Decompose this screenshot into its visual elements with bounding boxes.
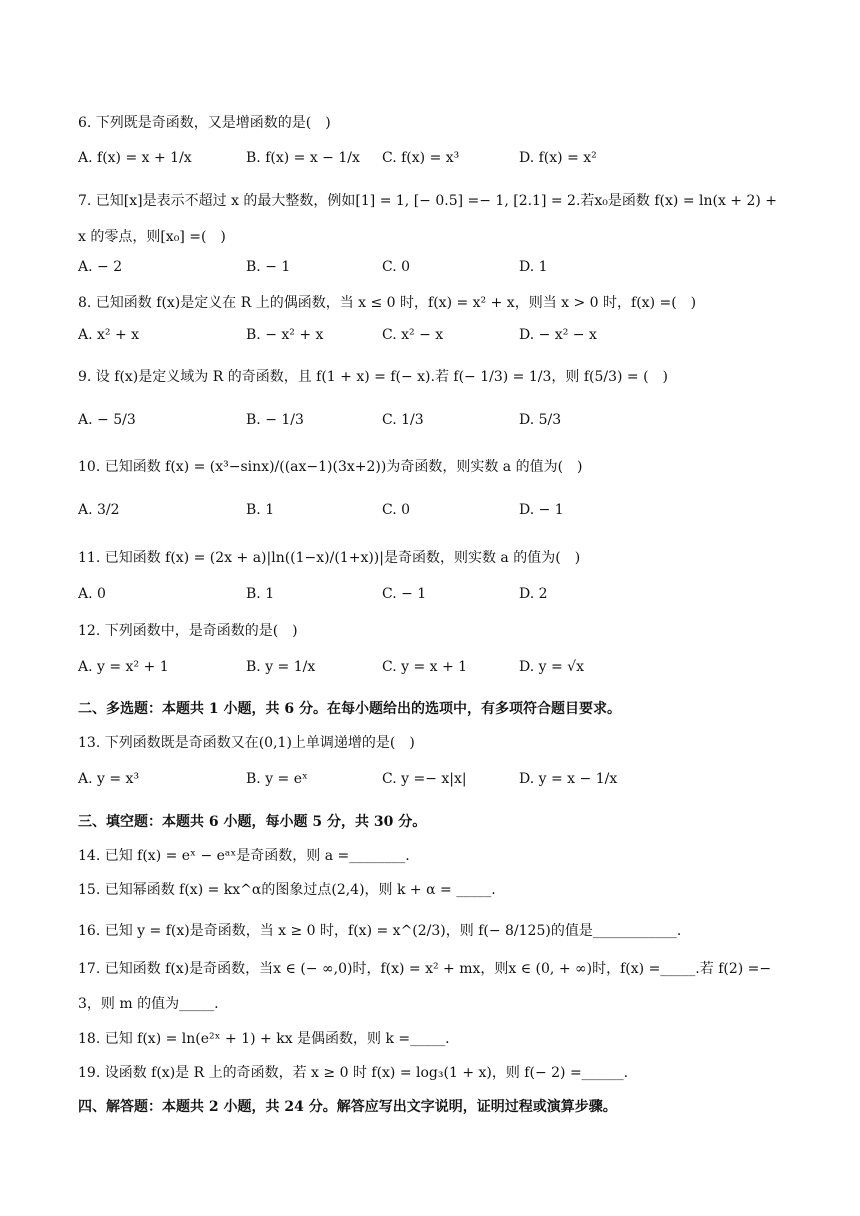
question-12-stem: 12. 下列函数中，是奇函数的是( ) [78,623,298,639]
question-8-option-c: C. x² − x [382,327,444,343]
question-8-stem: 8. 已知函数 f(x)是定义在 R 上的偶函数，当 x ≤ 0 时，f(x) = x² + x，则当 x > 0 时，f(x) =( ) [78,295,697,311]
question-6-option-b: B. f(x) = x − 1/x [246,150,360,166]
question-17-line1: 17. 已知函数 f(x)是奇函数，当x ∈ (− ∞,0)时，f(x) = x² + mx，则x ∈ (0, + ∞)时，f(x) =_____.若 f(2) =− [78,961,772,977]
question-6-stem: 6. 下列既是奇函数，又是增函数的是( ) [78,115,331,131]
question-7-option-d: D. 1 [519,259,548,275]
question-10-option-d: D. − 1 [519,502,564,518]
section-3-heading: 三、填空题：本题共 6 小题，每小题 5 分，共 30 分。 [78,814,427,830]
question-9-stem: 9. 设 f(x)是定义域为 R 的奇函数，且 f(1 + x) = f(− x).若 f(− 1/3) = 1/3，则 f(5/3) = ( ) [78,369,669,385]
question-11-stem: 11. 已知函数 f(x) = (2x + a)|ln((1−x)/(1+x))|是奇函数，则实数 a 的值为( ) [78,550,581,566]
question-7-stem-line1: 7. 已知[x]是表示不超过 x 的最大整数，例如[1] = 1, [− 0.5] =− 1, [2.1] = 2.若x₀是函数 f(x) = ln(x + 2) + [78,193,778,209]
question-13-option-c: C. y =− x|x| [382,771,467,787]
question-15: 15. 已知幂函数 f(x) = kx^α的图象过点(2,4)，则 k + α = _____. [78,882,496,898]
question-17-line2: 3，则 m 的值为_____. [78,996,219,1012]
question-11-option-d: D. 2 [519,586,548,602]
question-12-option-d: D. y = √x [519,659,584,675]
question-9-option-c: C. 1/3 [382,412,424,428]
section-4-heading: 四、解答题：本题共 2 小题，共 24 分。解答应写出文字说明，证明过程或演算步骤。 [78,1099,617,1115]
question-10-option-a: A. 3/2 [78,502,120,518]
question-13-option-b: B. y = eˣ [246,771,308,787]
question-11-option-c: C. − 1 [382,586,427,602]
question-6-option-c: C. f(x) = x³ [382,150,460,166]
question-14: 14. 已知 f(x) = eˣ − eᵃˣ是奇函数，则 a =________. [78,848,410,864]
question-8-option-d: D. − x² − x [519,327,597,343]
question-12-option-c: C. y = x + 1 [382,659,468,675]
question-6-option-a: A. f(x) = x + 1/x [78,150,192,166]
question-13-option-d: D. y = x − 1/x [519,771,618,787]
question-7-option-b: B. − 1 [246,259,291,275]
question-19: 19. 设函数 f(x)是 R 上的奇函数，若 x ≥ 0 时 f(x) = log₃(1 + x)，则 f(− 2) =______. [78,1065,629,1081]
question-12-option-a: A. y = x² + 1 [78,659,169,675]
section-2-heading: 二、多选题：本题共 1 小题，共 6 分。在每小题给出的选项中，有多项符合题目要求。 [78,701,621,717]
question-7-stem-line2: x 的零点，则[x₀] =( ) [78,229,226,245]
question-16: 16. 已知 y = f(x)是奇函数，当 x ≥ 0 时，f(x) = x^(2/3)，则 f(− 8/125)的值是____________. [78,923,682,939]
question-7-option-a: A. − 2 [78,259,123,275]
question-9-option-d: D. 5/3 [519,412,562,428]
question-10-option-b: B. 1 [246,502,275,518]
question-12-option-b: B. y = 1/x [246,659,316,675]
question-13-option-a: A. y = x³ [78,771,140,787]
question-9-option-a: A. − 5/3 [78,412,136,428]
question-13-stem: 13. 下列函数既是奇函数又在(0,1)上单调递增的是( ) [78,735,415,751]
question-8-option-b: B. − x² + x [246,327,324,343]
question-18: 18. 已知 f(x) = ln(e²ˣ + 1) + kx 是偶函数，则 k =_____. [78,1031,450,1047]
question-10-stem: 10. 已知函数 f(x) = (x³−sinx)/((ax−1)(3x+2))为奇函数，则实数 a 的值为( ) [78,459,583,475]
question-7-option-c: C. 0 [382,259,411,275]
question-8-option-a: A. x² + x [78,327,140,343]
question-10-option-c: C. 0 [382,502,411,518]
question-9-option-b: B. − 1/3 [246,412,304,428]
question-6-option-d: D. f(x) = x² [519,150,597,166]
question-11-option-b: B. 1 [246,586,275,602]
question-11-option-a: A. 0 [78,586,106,602]
